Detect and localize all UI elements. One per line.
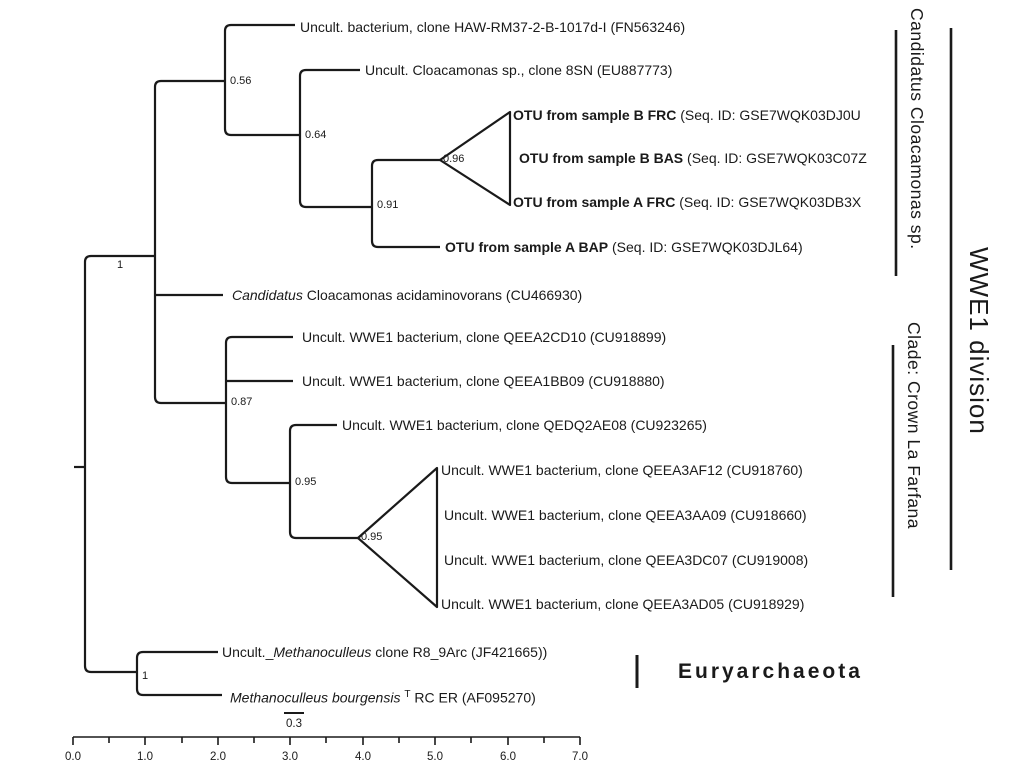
text-segment: Uncult. WWE1 bacterium, clone QEEA3AF12 (CU918760): [441, 462, 803, 478]
text-segment: (Seq. ID: GSE7WQK03DB3X: [675, 194, 862, 210]
taxon-label-otu-b-frc: [513, 107, 861, 123]
support-value-095a: 0.95: [295, 476, 317, 488]
text-segment: (Seq. ID: GSE7WQK03DJ0U: [676, 107, 861, 123]
support-value-eury: 1: [142, 670, 149, 682]
axis-tick-1: 1.0: [137, 751, 153, 763]
taxon-label-candidatus: [232, 287, 582, 303]
scale-bar-value: 0.3: [286, 718, 302, 730]
taxon-label-otu-a-bap: [445, 239, 803, 255]
support-value-087: 0.87: [231, 396, 253, 408]
taxon-label-qeea2cd10: [302, 329, 666, 345]
text-segment: OTU from sample B FRC: [513, 107, 677, 123]
text-segment: OTU from sample A BAP: [445, 239, 609, 255]
division-label-wwe1: WWE1 division: [964, 247, 994, 435]
taxon-label-qeea3dc07: [444, 552, 808, 568]
taxon-label-r8-9arc: [222, 644, 547, 660]
taxon-label-qeea1bb09: [302, 373, 665, 389]
support-value-091: 0.91: [377, 199, 399, 211]
text-segment: OTU from sample A FRC: [513, 194, 676, 210]
taxon-label-qeea3ad05: [441, 596, 804, 612]
support-value-095b: 0.95: [361, 531, 383, 543]
text-segment: Uncult. Cloacamonas sp., clone 8SN (EU887773): [365, 62, 673, 78]
branch-eury: [137, 652, 222, 695]
text-segment: Candidatus: [232, 287, 303, 303]
taxon-label-otu-b-bas: [519, 150, 867, 166]
branch-root: [85, 256, 155, 672]
branch-node1: [155, 81, 226, 403]
taxon-label-clone-8sn: [365, 62, 672, 78]
text-segment: OTU from sample B BAS: [519, 150, 684, 166]
clade-label-candidatus-cloacamonas: Candidatus Cloacamonas sp.: [907, 8, 927, 250]
taxon-label-haw-rm37: [300, 19, 685, 35]
text-segment: Uncult._: [222, 644, 274, 660]
axis-tick-5: 5.0: [427, 751, 443, 763]
support-value-096: 0.96: [443, 153, 465, 165]
taxon-label-qeea3aa09: [444, 507, 807, 523]
text-segment: (Seq. ID: GSE7WQK03C07Z: [683, 150, 867, 166]
axis-ruler: [73, 737, 580, 745]
text-segment: Methanoculleus: [273, 644, 372, 660]
text-segment: Uncult. WWE1 bacterium, clone QEDQ2AE08 (CU923265): [342, 417, 707, 433]
axis-tick-2: 2.0: [210, 751, 226, 763]
text-segment: T: [404, 689, 411, 700]
text-segment: Cloacamonas acidaminovorans (CU466930): [302, 287, 583, 303]
branch-n087: [226, 337, 293, 483]
text-segment: (Seq. ID: GSE7WQK03DJL64): [608, 239, 803, 255]
text-segment: Methanoculleus bourgensis: [230, 689, 405, 706]
axis-tick-4: 4.0: [355, 751, 371, 763]
text-segment: clone R8_9Arc (JF421665)): [371, 644, 548, 660]
text-segment: Uncult. WWE1 bacterium, clone QEEA1BB09 (CU918880): [302, 373, 665, 389]
axis-tick-6: 6.0: [500, 751, 516, 763]
clade-label-crown-la-farfana: Clade: Crown La Farfana: [904, 322, 924, 530]
text-segment: Uncult. WWE1 bacterium, clone QEEA3AA09 (CU918660): [444, 507, 807, 523]
text-segment: Uncult. WWE1 bacterium, clone QEEA3AD05 (CU918929): [441, 596, 805, 612]
outgroup-label-euryarchaeota: Euryarchaeota: [678, 660, 863, 683]
text-segment: Uncult. WWE1 bacterium, clone QEEA3DC07 (CU919008): [444, 552, 809, 568]
taxon-label-otu-a-frc: [513, 194, 861, 210]
axis-tick-7: 7.0: [572, 751, 588, 763]
taxon-label-bourgensis: [230, 687, 536, 706]
taxon-label-qedq2ae08: [342, 417, 707, 433]
text-segment: RC ER (AF095270): [410, 689, 536, 706]
support-value-056: 0.56: [230, 75, 252, 87]
axis-tick-3: 3.0: [282, 751, 298, 763]
text-segment: Uncult. bacterium, clone HAW-RM37-2-B-1017d-I (FN563246): [300, 19, 686, 35]
support-value-064: 0.64: [305, 129, 327, 141]
taxon-label-qeea3af12: [441, 462, 803, 478]
support-value-root: 1: [117, 259, 124, 271]
axis-tick-0: 0.0: [65, 751, 81, 763]
text-segment: Uncult. WWE1 bacterium, clone QEEA2CD10 (CU918899): [302, 329, 667, 345]
